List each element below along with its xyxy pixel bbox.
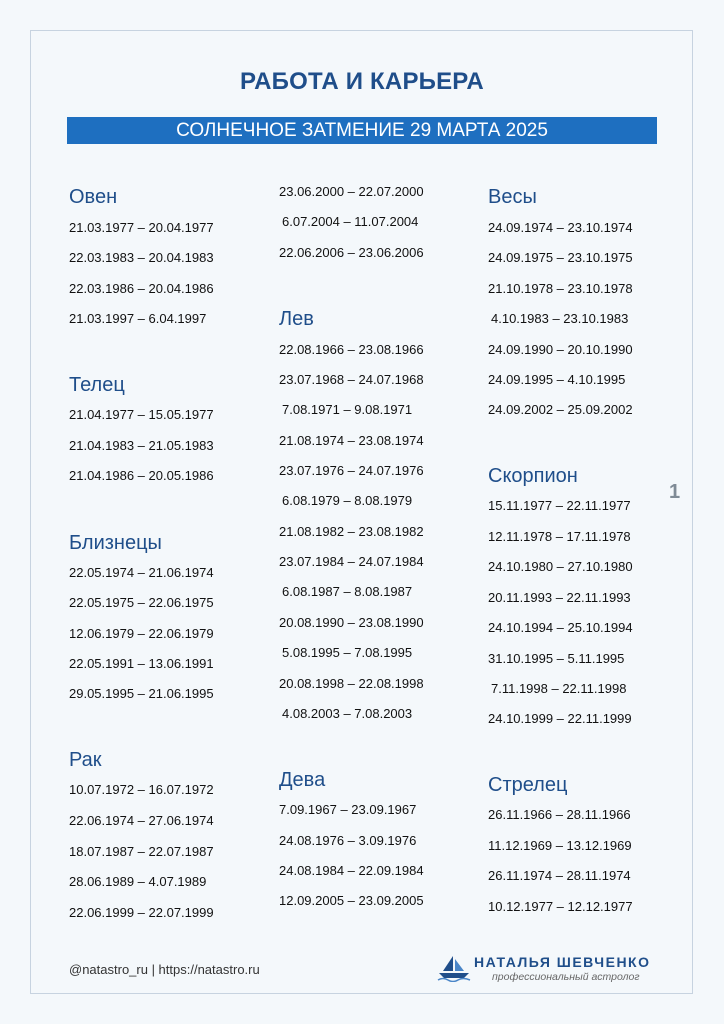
date-range: 7.08.1971 – 9.08.1971	[282, 402, 413, 417]
date-range: 15.11.1977 – 22.11.1977	[488, 498, 631, 513]
page-title: РАБОТА И КАРЬЕРА	[240, 68, 484, 95]
date-range: 28.06.1989 – 4.07.1989	[69, 874, 207, 889]
date-range: 21.03.1977 – 20.04.1977	[69, 220, 214, 235]
brand-block	[437, 952, 667, 984]
date-range: 21.10.1978 – 23.10.1978	[488, 281, 633, 296]
sign-heading-taurus: Телец	[69, 374, 125, 396]
date-range: 24.09.2002 – 25.09.2002	[488, 402, 633, 417]
sign-heading-cancer: Рак	[69, 749, 102, 771]
date-range: 10.12.1977 – 12.12.1977	[488, 899, 633, 914]
date-range: 22.05.1974 – 21.06.1974	[69, 565, 214, 580]
date-range: 21.04.1977 – 15.05.1977	[69, 407, 214, 422]
date-range: 21.04.1983 – 21.05.1983	[69, 438, 214, 453]
eclipse-banner: СОЛНЕЧНОЕ ЗАТМЕНИЕ 29 МАРТА 2025	[67, 117, 657, 144]
date-range: 22.03.1983 – 20.04.1983	[69, 250, 214, 265]
date-range: 23.07.1968 – 24.07.1968	[279, 372, 424, 387]
date-range: 6.08.1979 – 8.08.1979	[282, 493, 413, 508]
date-range: 6.07.2004 – 11.07.2004	[282, 214, 419, 229]
sign-heading-aries: Овен	[69, 186, 118, 208]
sign-heading-gemini: Близнецы	[69, 532, 162, 554]
ship-logo-icon	[437, 954, 471, 987]
date-range: 22.06.1999 – 22.07.1999	[69, 905, 214, 920]
sign-heading-virgo: Дева	[279, 769, 326, 791]
date-range: 24.10.1994 – 25.10.1994	[488, 620, 633, 635]
date-range: 24.08.1984 – 22.09.1984	[279, 863, 424, 878]
date-range: 21.08.1982 – 23.08.1982	[279, 524, 424, 539]
page-number: 1	[669, 481, 681, 503]
date-range: 5.08.1995 – 7.08.1995	[282, 645, 413, 660]
sign-heading-sagittarius: Стрелец	[488, 774, 568, 796]
date-range: 24.09.1995 – 4.10.1995	[488, 372, 626, 387]
date-range: 24.08.1976 – 3.09.1976	[279, 833, 417, 848]
date-range: 23.07.1976 – 24.07.1976	[279, 463, 424, 478]
date-range: 6.08.1987 – 8.08.1987	[282, 584, 413, 599]
date-range: 12.11.1978 – 17.11.1978	[488, 529, 631, 544]
brand-subtitle: профессиональный астролог	[492, 971, 640, 983]
date-range: 22.08.1966 – 23.08.1966	[279, 342, 424, 357]
date-range: 4.10.1983 – 23.10.1983	[491, 311, 629, 326]
brand-name: НАТАЛЬЯ ШЕВЧЕНКО	[474, 954, 651, 970]
date-range: 11.12.1969 – 13.12.1969	[488, 838, 632, 853]
date-range: 31.10.1995 – 5.11.1995	[488, 651, 625, 666]
date-range: 7.09.1967 – 23.09.1967	[279, 802, 417, 817]
date-range: 4.08.2003 – 7.08.2003	[282, 706, 413, 721]
date-range: 20.11.1993 – 22.11.1993	[488, 590, 631, 605]
date-range: 26.11.1974 – 28.11.1974	[488, 868, 631, 883]
sign-heading-libra: Весы	[488, 186, 537, 208]
date-range: 20.08.1998 – 22.08.1998	[279, 676, 424, 691]
date-range: 24.09.1990 – 20.10.1990	[488, 342, 633, 357]
date-range: 24.10.1999 – 22.11.1999	[488, 711, 632, 726]
date-range: 10.07.1972 – 16.07.1972	[69, 782, 214, 797]
date-range: 7.11.1998 – 22.11.1998	[491, 681, 627, 696]
date-range: 22.06.2006 – 23.06.2006	[279, 245, 424, 260]
date-range: 21.08.1974 – 23.08.1974	[279, 433, 424, 448]
date-range: 22.05.1975 – 22.06.1975	[69, 595, 214, 610]
date-range: 12.09.2005 – 23.09.2005	[279, 893, 424, 908]
date-range: 22.06.1974 – 27.06.1974	[69, 813, 214, 828]
date-range: 20.08.1990 – 23.08.1990	[279, 615, 424, 630]
sign-heading-leo: Лев	[279, 308, 314, 330]
date-range: 21.03.1997 – 6.04.1997	[69, 311, 207, 326]
footer-contacts[interactable]: @natastro_ru | https://natastro.ru	[69, 962, 260, 977]
date-range: 12.06.1979 – 22.06.1979	[69, 626, 214, 641]
date-range: 23.07.1984 – 24.07.1984	[279, 554, 424, 569]
date-range: 29.05.1995 – 21.06.1995	[69, 686, 214, 701]
date-range: 23.06.2000 – 22.07.2000	[279, 184, 424, 199]
date-range: 26.11.1966 – 28.11.1966	[488, 807, 631, 822]
date-range: 21.04.1986 – 20.05.1986	[69, 468, 214, 483]
date-range: 24.09.1974 – 23.10.1974	[488, 220, 633, 235]
date-range: 24.09.1975 – 23.10.1975	[488, 250, 633, 265]
date-range: 22.03.1986 – 20.04.1986	[69, 281, 214, 296]
sign-heading-scorpio: Скорпион	[488, 465, 578, 487]
date-range: 24.10.1980 – 27.10.1980	[488, 559, 633, 574]
date-range: 18.07.1987 – 22.07.1987	[69, 844, 214, 859]
date-range: 22.05.1991 – 13.06.1991	[69, 656, 214, 671]
